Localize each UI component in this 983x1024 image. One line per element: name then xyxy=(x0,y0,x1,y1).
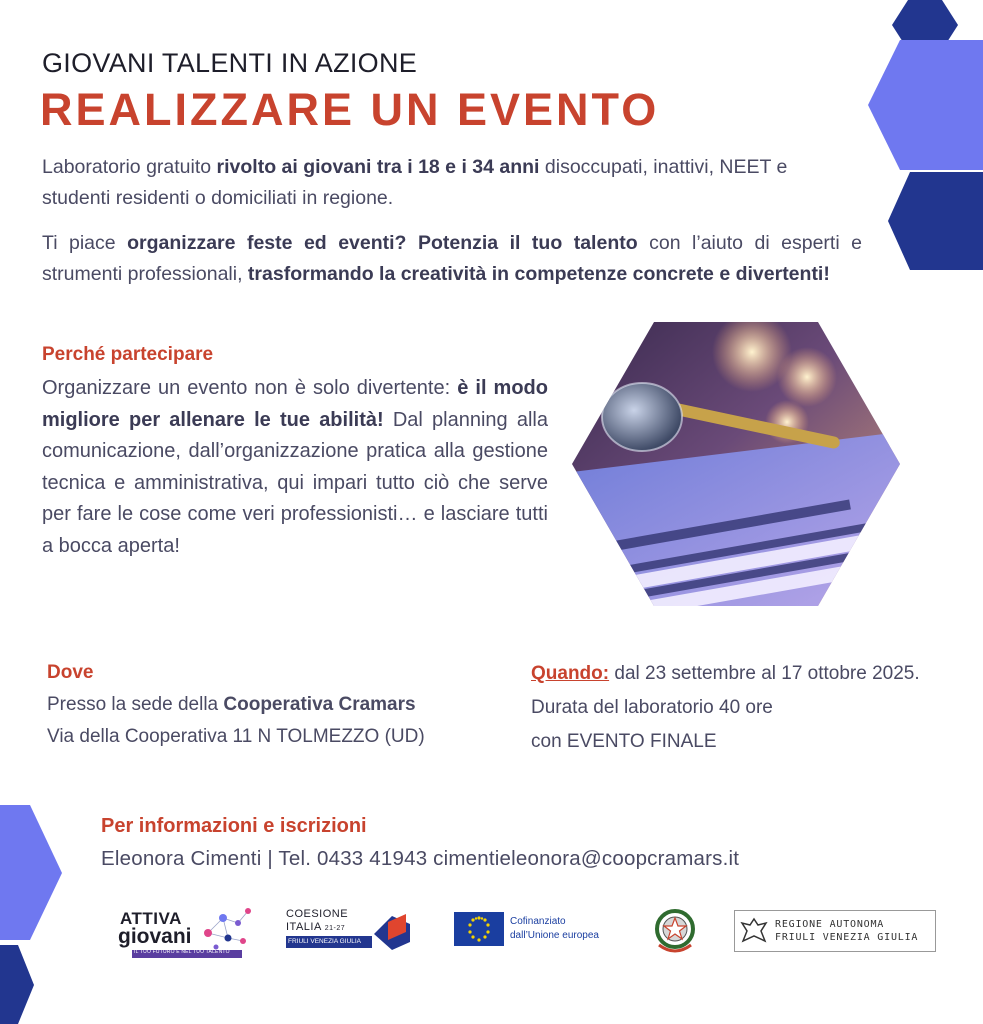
coesione-emblem-icon xyxy=(374,912,410,952)
subtitle: GIOVANI TALENTI IN AZIONE xyxy=(42,48,418,78)
where-details: Presso la sede della Cooperativa Cramars Via della Cooperativa 11 N TOLMEZZO (UD) xyxy=(47,689,487,752)
info-heading: Per informazioni e iscrizioni xyxy=(101,815,367,837)
eu-flag-icon xyxy=(454,912,504,946)
final-event: con EVENTO FINALE xyxy=(531,731,717,752)
why-paragraph: Organizzare un evento non è solo divertente: è il modo migliore per allenare le tue abilità! Dal planning alla comunicazione, dall’organizzazione pratica alla gestione tecnica e amministrativa, qui impari tutto ciò che serve per fare le cose come veri professionisti… e lasciare tutti a bocca aperta! xyxy=(42,377,548,557)
microphone-keyboard-photo xyxy=(572,322,900,606)
eagle-icon xyxy=(739,915,769,947)
eu-cofinanced-logo: Cofinanziato dall’Unione europea xyxy=(454,912,634,948)
italian-republic-emblem-icon xyxy=(651,905,699,955)
pitch-paragraph: Ti piace organizzare feste ed eventi? Potenzia il tuo talento con l’aiuto di esperti e strumenti professionali, trasformando la creatività in competenze concrete e divertenti! xyxy=(42,232,862,285)
regione-fvg-logo: REGIONE AUTONOMA FRIULI VENEZIA GIULIA xyxy=(734,910,936,952)
where-heading: Dove xyxy=(47,662,94,683)
contact-line: Eleonora Cimenti | Tel. 0433 41943 cimentieleonora@coopcramars.it xyxy=(101,847,740,870)
hexagon-decoration-top-right xyxy=(860,0,983,280)
intro-paragraph: Laboratorio gratuito rivolto ai giovani tra i 18 e i 34 anni disoccupati, inattivi, NEET e studenti residenti o domiciliati in regione. xyxy=(42,156,788,209)
attiva-giovani-logo: ATTIVA giovani IL TUO FUTURO È NEL TUO TALENTO xyxy=(116,903,256,961)
page-title: REALIZZARE UN EVENTO xyxy=(40,84,660,135)
hexagon-decoration-bottom-left xyxy=(0,805,70,1024)
when-details: Quando: dal 23 settembre al 17 ottobre 2025. Durata del laboratorio 40 ore con EVENTO FINALE xyxy=(531,657,951,759)
network-dots-icon xyxy=(198,903,256,953)
when-label: Quando: xyxy=(531,663,610,684)
address: Via della Cooperativa 11 N TOLMEZZO (UD) xyxy=(47,725,425,747)
why-heading: Perché partecipare xyxy=(42,344,214,365)
coesione-italia-logo: COESIONE ITALIA 21-27 FRIULI VENEZIA GIULIA xyxy=(286,908,416,956)
